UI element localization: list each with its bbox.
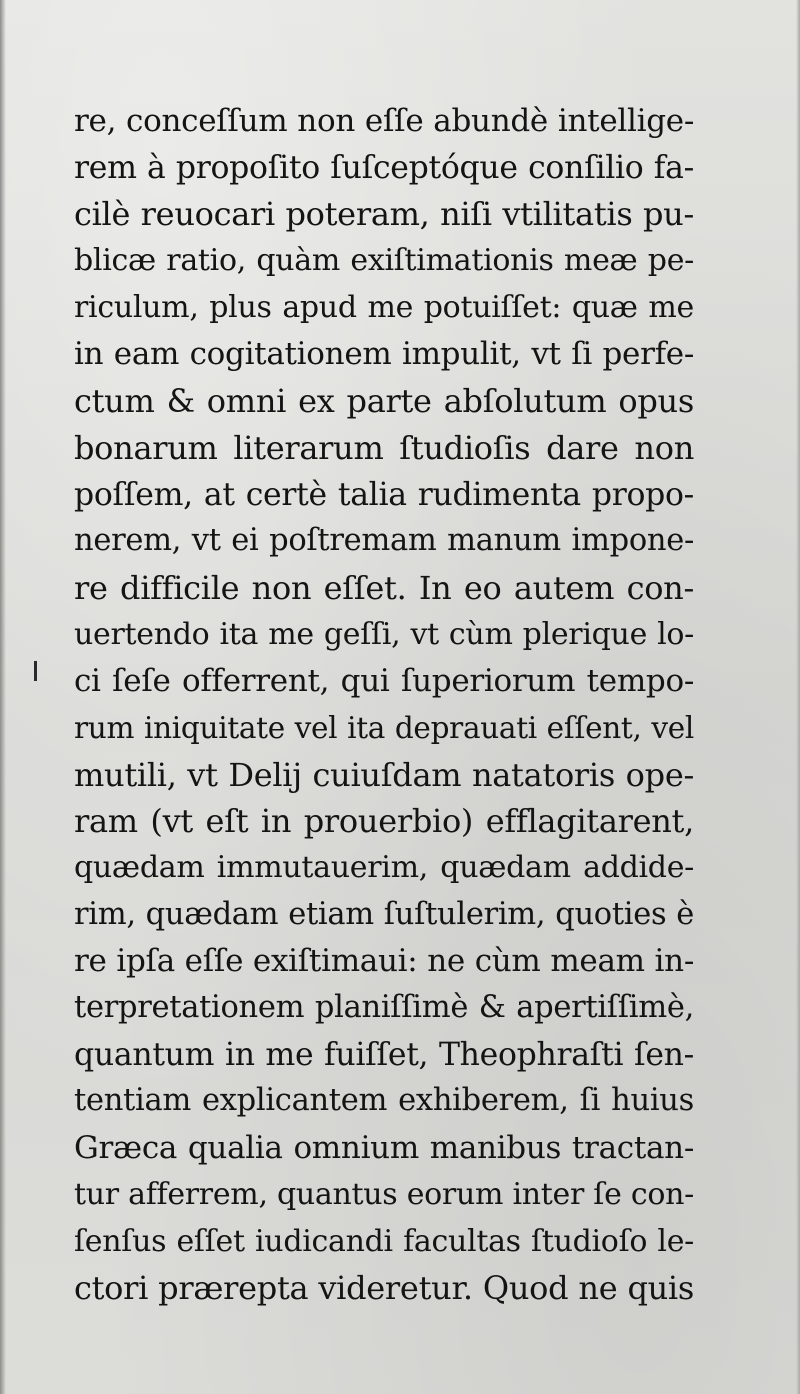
text-line-24: tur afferrem, quantus eorum inter ſe con- [74, 1176, 694, 1212]
margin-mark [34, 661, 37, 681]
text-line-18: rim, quædam etiam ſuſtulerim, quoties è [74, 896, 694, 932]
latin-text-block [74, 98, 694, 1312]
text-line-11: re difficile non eſſet. In eo autem con- [74, 568, 694, 607]
page-right-edge [796, 0, 800, 1394]
text-line-3: cilè reuocari poteram, niſi vtilitatis pu- [74, 195, 694, 234]
text-line-7: ctum & omni ex parte abſolutum opus [74, 382, 694, 421]
text-line-6: in eam cogitationem impulit, vt ſi perfe- [74, 336, 694, 373]
text-line-23: Græca qualia omnium manibus tractan- [74, 1130, 694, 1167]
text-line-20: terpretationem planiſſimè & apertiſſimè, [74, 990, 694, 1026]
text-line-19: re ipſa eſſe exiſtimaui: ne cùm meam in- [74, 943, 694, 980]
text-line-16: ram (vt eſt in prouerbio) efflagitarent, [74, 802, 694, 841]
text-line-17: quædam immutauerim, quædam addide- [74, 850, 694, 885]
text-line-25: ſenſus eſſet iudicandi facultas ſtudioſo le- [74, 1223, 694, 1259]
page-left-edge [0, 0, 6, 1394]
text-line-5: riculum, plus apud me potuiſſet: quæ me [74, 289, 694, 325]
text-line-9: poſſem, at certè talia rudimenta propo- [74, 476, 694, 513]
text-line-26: ctori prærepta videretur. Quod ne quis [74, 1269, 694, 1308]
text-line-21: quantum in me fuiſſet, Theophraſti ſen- [74, 1036, 694, 1073]
text-line-15: mutili, vt Delij cuiuſdam natatoris ope- [74, 755, 694, 794]
text-line-12: uertendo ita me geſſi, vt cùm plerique lo- [74, 616, 694, 652]
text-line-1: re, conceſſum non eſſe abundè intellige- [74, 103, 694, 139]
text-line-13: ci ſeſe offerrent, qui ſuperiorum tempo- [74, 663, 694, 700]
text-line-22: tentiam explicantem exhiberem, ſi huius [74, 1083, 694, 1119]
text-line-14: rum iniquitate vel ita deprauati eſſent, vel [74, 710, 694, 745]
text-line-4: blicæ ratio, quàm exiſtimationis meæ pe- [74, 243, 694, 279]
text-line-10: nerem, vt ei poſtremam manum impone- [74, 523, 694, 559]
text-line-8: bonarum literarum ſtudioſis dare non [74, 428, 694, 467]
text-line-2: rem à propoſito ſuſceptóque conſilio fa- [74, 149, 694, 186]
